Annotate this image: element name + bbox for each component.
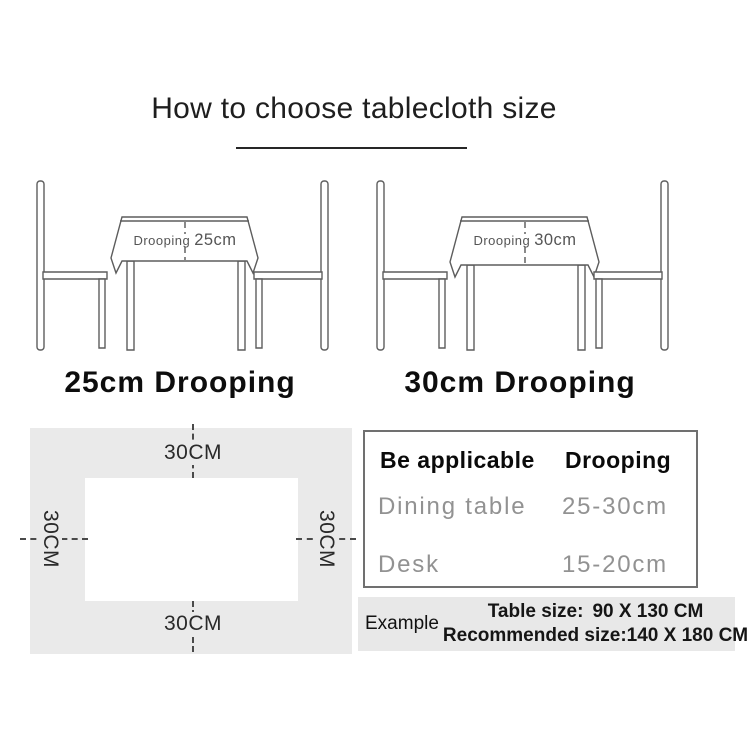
drooping-annotation xyxy=(133,231,236,249)
title-underline xyxy=(236,147,467,149)
table-size-line xyxy=(443,600,748,624)
spec-header-applicable: Be applicable xyxy=(380,447,535,473)
illustration-30cm-drooping xyxy=(365,176,675,356)
drooping-value: 30cm xyxy=(534,231,577,249)
drooping-value: 25cm xyxy=(194,231,237,249)
spec-table xyxy=(363,430,698,588)
table-surface-rect xyxy=(85,478,298,601)
margin-label-right: 30CM xyxy=(314,507,338,571)
example-label: Example xyxy=(365,613,439,634)
size-diagram xyxy=(30,428,352,654)
caption-30cm-drooping: 30cm Drooping xyxy=(404,366,636,399)
spec-row-dining-table: Dining table xyxy=(378,493,527,520)
recommended-size-label: Recommended size: xyxy=(442,625,627,646)
example-lines xyxy=(443,600,748,648)
spec-row-desk-value: 15-20cm xyxy=(562,551,668,578)
drooping-annotation xyxy=(473,231,576,249)
table-size-value: 90 X 130 CM xyxy=(592,601,704,622)
page-title: How to choose tablecloth size xyxy=(151,92,557,125)
right-chair xyxy=(254,181,328,350)
margin-label-bottom: 30CM xyxy=(161,612,225,636)
example-box xyxy=(358,597,749,651)
spec-row-dining-table-value: 25-30cm xyxy=(562,493,668,520)
margin-label-left: 30CM xyxy=(38,507,62,571)
left-chair xyxy=(37,181,107,350)
recommended-size-line xyxy=(443,624,748,648)
spec-header-drooping: Drooping xyxy=(565,447,672,473)
caption-25cm-drooping: 25cm Drooping xyxy=(64,366,296,399)
drooping-word: Drooping xyxy=(473,233,531,248)
drooping-word: Drooping xyxy=(133,233,191,248)
margin-label-top: 30CM xyxy=(161,441,225,465)
left-chair xyxy=(377,181,447,350)
right-chair xyxy=(594,181,668,350)
table-size-label: Table size: xyxy=(487,601,584,622)
illustration-25cm-drooping xyxy=(25,176,335,356)
spec-row-desk: Desk xyxy=(378,551,440,578)
recommended-size-value: 140 X 180 CM xyxy=(626,625,749,646)
